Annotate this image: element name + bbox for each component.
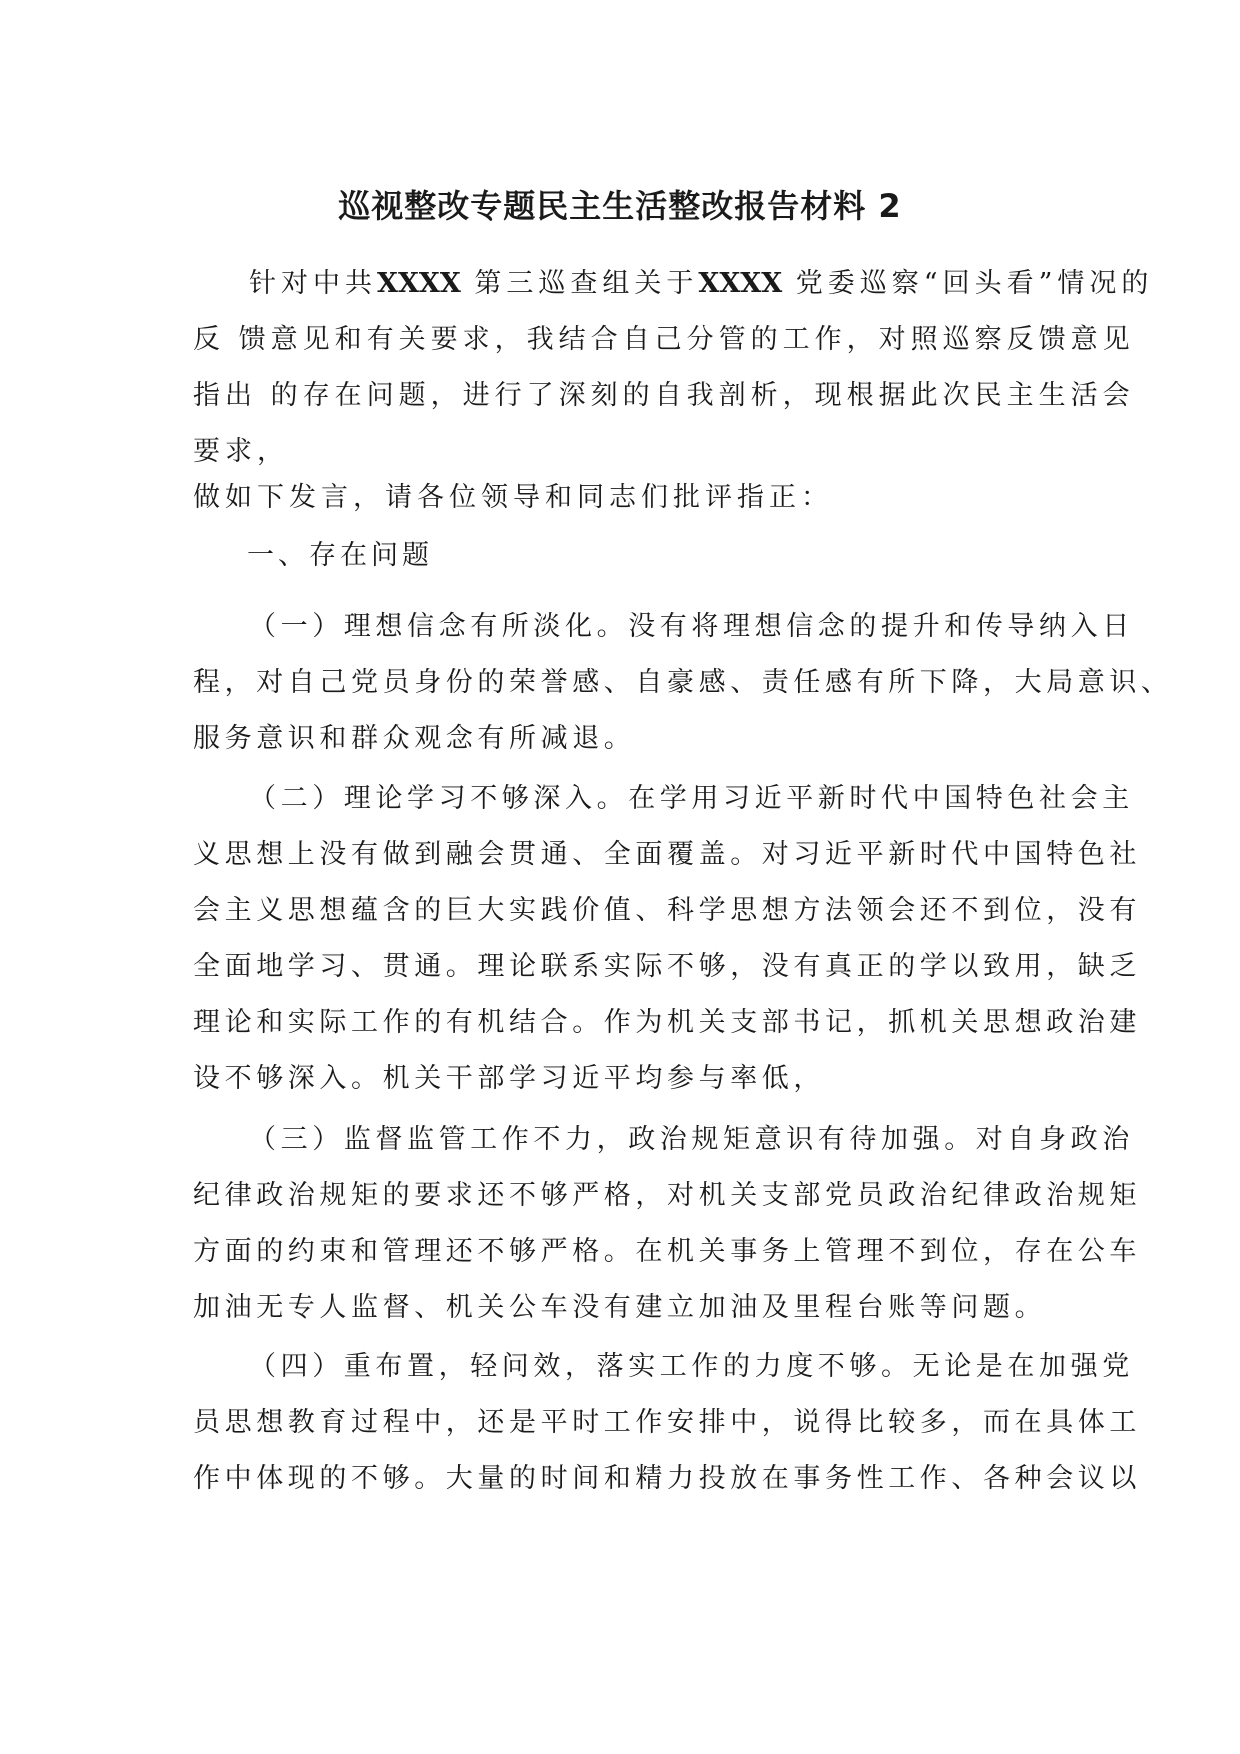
placeholder-org-1: XXXX [377,268,461,299]
intro-paragraph [193,256,1154,480]
paragraph-3-line: 方面的约束和管理还不够严格。在机关事务上管理不到位，存在公车 [193,1236,1141,1267]
intro-text-a: 针对中共 [249,268,377,299]
intro-line-4: 要求， [193,436,289,467]
paragraph-2-line: （二）理论学习不够深入。在学用习近平新时代中国特色社会主 [249,783,1134,814]
paragraph-4-line: （四）重布置，轻问效，落实工作的力度不够。无论是在加强党 [249,1351,1134,1382]
paragraph-2-line: 全面地学习、贯通。理论联系实际不够，没有真正的学以致用，缺乏 [193,951,1141,982]
paragraph-2-line: 设不够深入。机关干部学习近平均参与率低， [193,1063,825,1094]
paragraph-2 [193,771,1141,1107]
paragraph-1 [193,599,1173,767]
paragraph-4-line: 作中体现的不够。大量的时间和精力投放在事务性工作、各种会议以 [193,1463,1141,1494]
intro-line-5: 做如下发言，请各位领导和同志们批评指正： [193,482,833,513]
intro-closing [193,470,1053,526]
section-heading-block [193,528,1053,584]
paragraph-1-line: 服务意识和群众观念有所减退。 [193,723,636,754]
document-title: 巡视整改专题民主生活整改报告材料 2 [338,187,902,225]
intro-line-3: 指出 的存在问题，进行了深刻的自我剖析，现根据此次民主生活会 [193,380,1135,411]
section-heading: 一、存在问题 [247,540,433,571]
paragraph-2-line: 会主义思想蕴含的巨大实践价值、科学思想方法领会还不到位，没有 [193,895,1141,926]
paragraph-4-line: 员思想教育过程中，还是平时工作安排中，说得比较多，而在具体工 [193,1407,1141,1438]
intro-text-c: 党委巡察“回头看”情况的 [782,268,1154,299]
paragraph-4 [193,1339,1141,1507]
paragraph-3 [193,1112,1141,1336]
intro-line-1 [193,256,1154,312]
paragraph-3-line: （三）监督监管工作不力，政治规矩意识有待加强。对自身政治 [249,1124,1134,1155]
paragraph-3-line: 纪律政治规矩的要求还不够严格，对机关支部党员政治纪律政治规矩 [193,1180,1141,1211]
intro-text-b: 第三巡查组关于 [460,268,699,299]
paragraph-3-line: 加油无专人监督、机关公车没有建立加油及里程台账等问题。 [193,1292,1047,1323]
paragraph-2-line: 理论和实际工作的有机结合。作为机关支部书记，抓机关思想政治建 [193,1007,1141,1038]
paragraph-1-line: 程，对自己党员身份的荣誉感、自豪感、责任感有所下降，大局意识、 [193,667,1173,698]
paragraph-1-line: （一）理想信念有所淡化。没有将理想信念的提升和传导纳入日 [249,611,1134,642]
intro-line-2: 反 馈意见和有关要求，我结合自己分管的工作，对照巡察反馈意见 [193,324,1135,355]
paragraph-2-line: 义思想上没有做到融会贯通、全面覆盖。对习近平新时代中国特色社 [193,839,1141,870]
placeholder-org-2: XXXX [698,268,783,299]
